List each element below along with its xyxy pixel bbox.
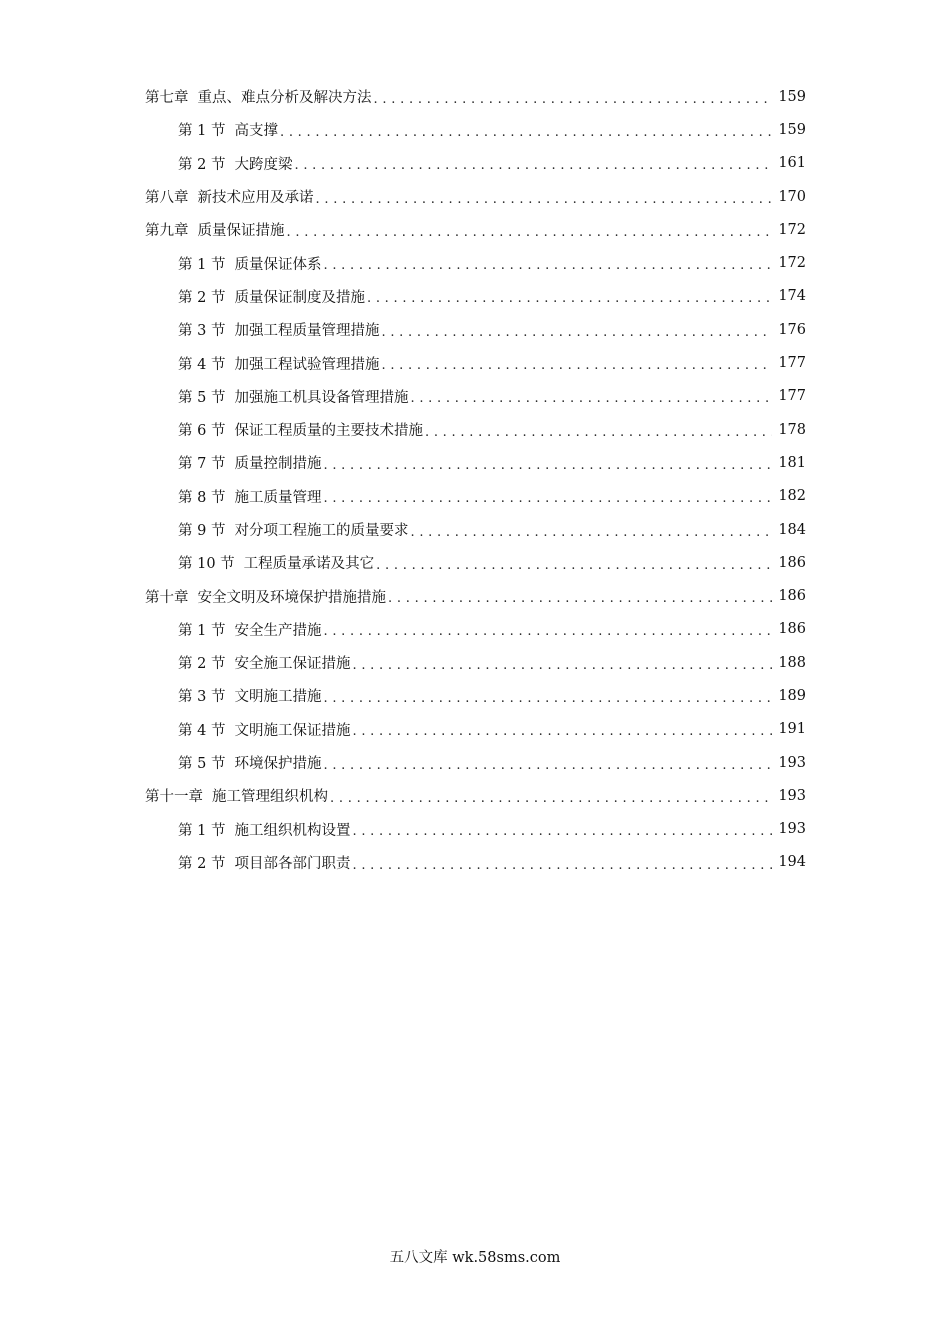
toc-entry-page-number: 176 (778, 321, 806, 338)
toc-entry-title: 加强工程质量管理措施 (234, 323, 380, 340)
toc-entry-page-number: 193 (778, 754, 806, 771)
toc-section-entry[interactable] (0, 746, 950, 779)
toc-entry-title: 安全施工保证措施 (234, 656, 351, 673)
toc-entry-page-number: 186 (778, 621, 806, 638)
toc-dot-leader (323, 757, 772, 773)
toc-entry-title: 质量保证措施 (197, 223, 285, 240)
toc-section-entry[interactable] (0, 113, 950, 146)
toc-entry-page-number: 191 (778, 721, 806, 738)
toc-section-entry[interactable] (0, 713, 950, 746)
toc-dot-leader (280, 124, 772, 140)
toc-dot-leader (323, 690, 772, 706)
toc-dot-leader (323, 257, 772, 273)
toc-dot-leader (374, 91, 773, 107)
toc-entry-number: 第 2 节 (178, 656, 226, 673)
toc-entry-title: 安全生产措施 (234, 622, 322, 639)
toc-entry-page-number: 159 (778, 88, 806, 105)
toc-chapter-entry[interactable] (0, 779, 950, 812)
toc-dot-leader (410, 524, 772, 540)
table-of-contents (0, 80, 950, 879)
toc-section-entry[interactable] (0, 346, 950, 379)
toc-section-entry[interactable] (0, 246, 950, 279)
toc-entry-number: 第 1 节 (178, 622, 226, 639)
toc-dot-leader (381, 357, 772, 373)
toc-entry-number: 第 5 节 (178, 389, 226, 406)
toc-dot-leader (352, 657, 772, 673)
toc-entry-page-number: 172 (778, 255, 806, 272)
toc-entry-title: 高支撑 (234, 123, 278, 140)
toc-entry-page-number: 188 (778, 654, 806, 671)
toc-chapter-entry[interactable] (0, 579, 950, 612)
toc-entry-page-number: 177 (778, 355, 806, 372)
toc-entry-number: 第八章 (145, 190, 189, 207)
toc-entry-number: 第 4 节 (178, 356, 226, 373)
toc-entry-page-number: 193 (778, 787, 806, 804)
toc-dot-leader (352, 857, 772, 873)
toc-entry-page-number: 170 (778, 188, 806, 205)
toc-section-entry[interactable] (0, 413, 950, 446)
toc-section-entry[interactable] (0, 646, 950, 679)
toc-dot-leader (323, 623, 772, 639)
toc-entry-number: 第 1 节 (178, 256, 226, 273)
toc-entry-title: 安全文明及环境保护措施措施 (197, 589, 386, 606)
toc-entry-number: 第 1 节 (178, 123, 226, 140)
toc-entry-title: 加强施工机具设备管理措施 (234, 389, 409, 406)
toc-entry-number: 第 8 节 (178, 489, 226, 506)
toc-entry-page-number: 172 (778, 221, 806, 238)
toc-dot-leader (376, 557, 772, 573)
toc-entry-number: 第 6 节 (178, 423, 226, 440)
toc-section-entry[interactable] (0, 380, 950, 413)
toc-entry-title: 工程质量承诺及其它 (243, 556, 375, 573)
toc-section-entry[interactable] (0, 613, 950, 646)
toc-entry-page-number: 186 (778, 554, 806, 571)
toc-entry-number: 第 7 节 (178, 456, 226, 473)
toc-entry-number: 第九章 (145, 223, 189, 240)
toc-section-entry[interactable] (0, 513, 950, 546)
toc-dot-leader (316, 191, 773, 207)
toc-entry-title: 加强工程试验管理措施 (234, 356, 380, 373)
toc-entry-number: 第 3 节 (178, 323, 226, 340)
toc-dot-leader (323, 457, 772, 473)
toc-entry-page-number: 184 (778, 521, 806, 538)
toc-entry-title: 质量保证制度及措施 (234, 289, 365, 306)
toc-entry-page-number: 177 (778, 388, 806, 405)
toc-entry-page-number: 189 (778, 687, 806, 704)
toc-section-entry[interactable] (0, 446, 950, 479)
toc-section-entry[interactable] (0, 147, 950, 180)
toc-dot-leader (381, 324, 772, 340)
toc-entry-page-number: 182 (778, 488, 806, 505)
toc-entry-number: 第 4 节 (178, 722, 226, 739)
toc-dot-leader (352, 823, 772, 839)
toc-entry-page-number: 181 (778, 454, 806, 471)
toc-entry-number: 第七章 (145, 90, 189, 107)
toc-entry-page-number: 178 (778, 421, 806, 438)
toc-section-entry[interactable] (0, 846, 950, 879)
toc-entry-title: 对分项工程施工的质量要求 (234, 523, 409, 539)
toc-entry-title: 质量控制措施 (234, 456, 322, 473)
toc-entry-page-number: 194 (778, 854, 806, 871)
toc-dot-leader (323, 490, 772, 506)
toc-entry-title: 施工组织机构设置 (234, 822, 351, 839)
toc-dot-leader (367, 290, 772, 306)
toc-entry-title: 施工管理组织机构 (212, 789, 328, 806)
toc-entry-title: 文明施工保证措施 (234, 722, 351, 739)
toc-section-entry[interactable] (0, 546, 950, 579)
toc-entry-page-number: 186 (778, 588, 806, 605)
toc-entry-page-number: 159 (778, 121, 806, 138)
toc-section-entry[interactable] (0, 813, 950, 846)
toc-dot-leader (330, 790, 772, 806)
toc-chapter-entry[interactable] (0, 213, 950, 246)
toc-entry-number: 第 9 节 (178, 523, 226, 539)
toc-section-entry[interactable] (0, 313, 950, 346)
toc-entry-title: 新技术应用及承诺 (197, 190, 314, 207)
toc-entry-number: 第 2 节 (178, 855, 226, 872)
toc-entry-page-number: 174 (778, 288, 806, 305)
toc-entry-title: 施工质量管理 (234, 489, 322, 506)
toc-entry-number: 第 2 节 (178, 156, 226, 173)
toc-entry-number: 第十章 (145, 589, 189, 606)
toc-dot-leader (294, 157, 772, 173)
toc-entry-title: 保证工程质量的主要技术措施 (234, 423, 423, 440)
toc-entry-title: 大跨度梁 (234, 156, 293, 173)
toc-entry-page-number: 161 (778, 155, 806, 172)
toc-entry-title: 质量保证体系 (234, 256, 322, 273)
toc-entry-page-number: 193 (778, 821, 806, 838)
toc-dot-leader (287, 224, 773, 240)
toc-chapter-entry[interactable] (0, 180, 950, 213)
toc-entry-title: 文明施工措施 (234, 689, 322, 706)
toc-dot-leader (425, 424, 772, 440)
toc-entry-number: 第 2 节 (178, 289, 226, 306)
toc-section-entry[interactable] (0, 679, 950, 712)
toc-chapter-entry[interactable] (0, 80, 950, 113)
toc-dot-leader (410, 390, 772, 406)
toc-entry-number: 第 1 节 (178, 822, 226, 839)
toc-entry-title: 重点、难点分析及解决方法 (197, 90, 372, 107)
page-footer: 五八文库 wk.58sms.com (389, 1250, 561, 1266)
toc-dot-leader (388, 590, 772, 606)
toc-entry-number: 第十一章 (145, 789, 203, 806)
toc-entry-number: 第 5 节 (178, 756, 226, 773)
toc-section-entry[interactable] (0, 480, 950, 513)
toc-section-entry[interactable] (0, 280, 950, 313)
toc-dot-leader (352, 723, 772, 739)
toc-entry-title: 项目部各部门职责 (234, 855, 351, 872)
toc-entry-number: 第 3 节 (178, 689, 226, 706)
toc-entry-number: 第 10 节 (178, 556, 235, 573)
toc-entry-title: 环境保护措施 (234, 756, 322, 773)
